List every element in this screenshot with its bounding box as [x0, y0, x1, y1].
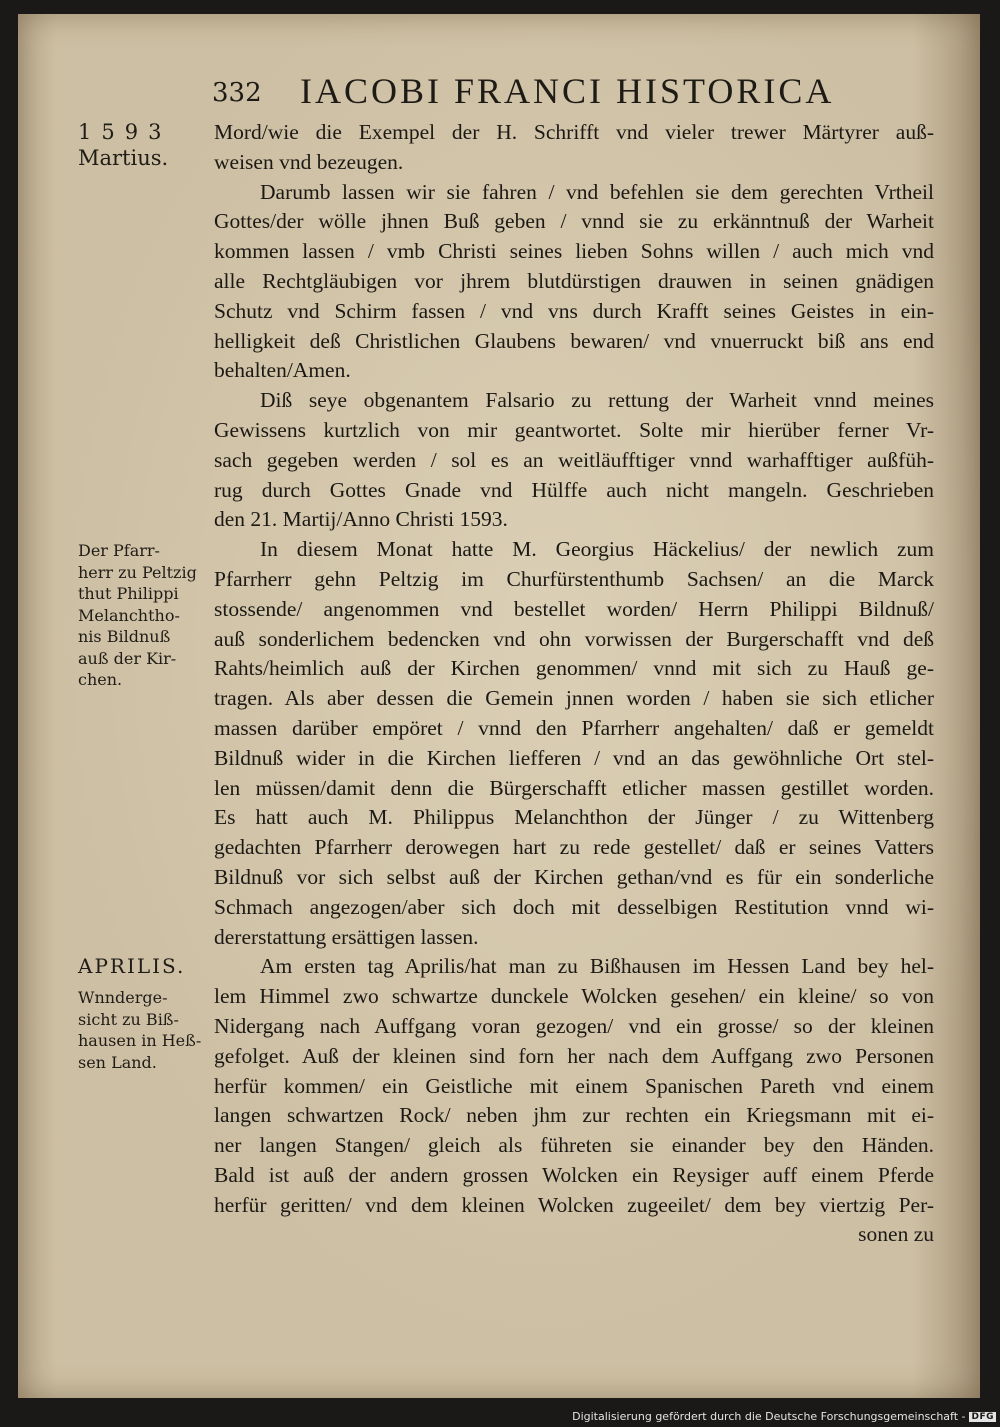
text-line: Nidergang nach Auffgang voran gezogen/ vnd ein grosse/ so der kleinen: [214, 1013, 934, 1038]
text-line: herfür geritten/ vnd dem kleinen Wolcken zugeeilet/ dem bey viertzig Per-: [214, 1192, 934, 1217]
margin-line: thut Philippi: [78, 584, 179, 603]
text-line: lem Himmel zwo schwartze dunckele Wolcken gesehen/ ein kleine/ so von: [214, 984, 934, 1009]
margin-line: sen Land.: [78, 1052, 157, 1072]
margin-line: sicht zu Biß-: [78, 1009, 179, 1029]
catchword: sonen zu: [858, 1222, 934, 1247]
margin-line: herr zu Peltzig: [78, 562, 197, 582]
credit-text: Digitalisierung gefördert durch die Deutsche Forschungsgemeinschaft -: [572, 1410, 966, 1423]
text-line: rug durch Gottes Gnade vnd Hülffe auch nicht mangeln. Geschrieben: [214, 477, 934, 502]
text-line: alle Rechtgläubigen vor jhrem blutdürstigen drauwen in seinen gnädigen: [214, 268, 934, 293]
text-line: stossende/ angenommen vnd bestellet worden/ Herrn Philippi Bildnuß/: [214, 596, 934, 621]
text-line: Diß seye obgenantem Falsario zu rettung der Warheit vnnd meines: [260, 388, 934, 413]
text-line: gedachten Pfarrherr derowegen hart zu rede gestellet/ daß er seines Vatters: [214, 835, 934, 860]
text-line: ner langen Stangen/ gleich als führeten sie einander bey den Händen.: [214, 1133, 934, 1158]
margin-line: Der Pfarr-: [78, 541, 160, 560]
body-text: [214, 118, 934, 1250]
text-line: auß sonderlichem bedencken vnd ohn vorwissen der Burgerschafft vnd deß: [214, 626, 934, 651]
margin-line: Wnnderge-: [78, 988, 168, 1007]
margin-line: nis Bildnuß: [78, 627, 171, 646]
text-line: Am ersten tag Aprilis/hat man zu Bißhausen im Hessen Land bey hel-: [260, 954, 934, 979]
text-line: In diesem Monat hatte M. Georgius Häckelius/ der newlich zum: [260, 537, 934, 562]
text-line: gefolget. Auß der kleinen sind forn her nach dem Auffgang zwo Personen: [214, 1043, 934, 1068]
margin-line: Melanchtho-: [78, 605, 180, 625]
margin-year: 1593: [78, 120, 172, 144]
margin-month-april: APRILIS.: [78, 954, 186, 978]
margin-note-bisshausen: [78, 987, 210, 1073]
text-line: sach gegeben werden / sol es an weitläufftiger vnnd warhafftiger außfüh-: [214, 447, 934, 472]
margin-line: auß der Kir-: [78, 648, 177, 668]
text-line: Bildnuß vor sich selbst auß der Kirchen gethan/vnd es für ein sonderliche: [214, 864, 934, 889]
text-line: behalten/Amen.: [214, 358, 351, 383]
margin-month: Martius.: [78, 146, 169, 170]
margin-line: hausen in Heß-: [78, 1031, 202, 1050]
text-line: len müssen/damit denn die Bürgerschafft etlicher massen gestillet worden.: [214, 775, 934, 800]
text-line: dererstattung ersättigen lassen.: [214, 924, 479, 949]
text-line: Pfarrherr gehn Peltzig im Churfürstenthumb Sachsen/ an die Marck: [214, 566, 934, 591]
text-line: tragen. Als aber dessen die Gemein jnnen worden / haben sie sich etlicher: [214, 686, 934, 711]
page-number: 332: [212, 78, 262, 108]
text-line: Gewissens kurtzlich von mir geantwortet. Solte mir hierüber ferner Vr-: [214, 417, 934, 442]
text-line: Bald ist auß der andern grossen Wolcken ein Reysiger auff einem Pferde: [214, 1162, 934, 1187]
text-line: den 21. Martij/Anno Christi 1593.: [214, 507, 508, 532]
text-line: Schmach angezogen/aber sich doch mit desselbigen Restitution vnnd wi-: [214, 894, 934, 919]
text-line: langen schwartzen Rock/ neben jhm zur rechten ein Kriegsmann mit ei-: [214, 1103, 934, 1128]
text-line: Schutz vnd Schirm fassen / vnd vns durch Krafft seines Geistes in ein-: [214, 298, 934, 323]
text-line: Bildnuß wider in die Kirchen liefferen / vnd an das gewöhnliche Ort stel-: [214, 745, 934, 770]
text-line: Mord/wie die Exempel der H. Schrifft vnd vieler trewer Märtyrer auß-: [214, 120, 934, 144]
dfg-logo: DFG: [971, 1411, 994, 1422]
text-line: kommen lassen / vmb Christi seines lieben Sohns willen / auch mich vnd: [214, 239, 934, 264]
text-line: helligkeit deß Christlichen Glaubens bewaren/ vnd vnuerruckt biß ans end: [214, 328, 934, 353]
text-line: Es hatt auch M. Philippus Melanchthon der Jünger / zu Wittenberg: [214, 805, 934, 830]
text-line: herfür kommen/ ein Geistliche mit einem Spanischen Pareth vnd einem: [214, 1073, 934, 1098]
text-line: Darumb lassen wir sie fahren / vnd befehlen sie dem gerechten Vrtheil: [260, 179, 934, 204]
text-line: Gottes/der wölle jhnen Buß geben / vnnd sie zu erkänntnuß der Warheit: [214, 209, 934, 234]
footer-credit: [572, 1410, 996, 1423]
text-line: weisen vnd bezeugen.: [214, 149, 404, 174]
running-title: IACOBI FRANCI HISTORICA: [300, 71, 835, 111]
margin-note-peltzig: [78, 540, 210, 691]
margin-line: chen.: [78, 670, 123, 689]
text-line: Rahts/heimlich auß der Kirchen genommen/ vnnd mit sich zu Hauß ge-: [214, 656, 934, 681]
text-line: massen darüber empöret / vnnd den Pfarrherr angehalten/ daß er gemeldt: [214, 715, 934, 740]
